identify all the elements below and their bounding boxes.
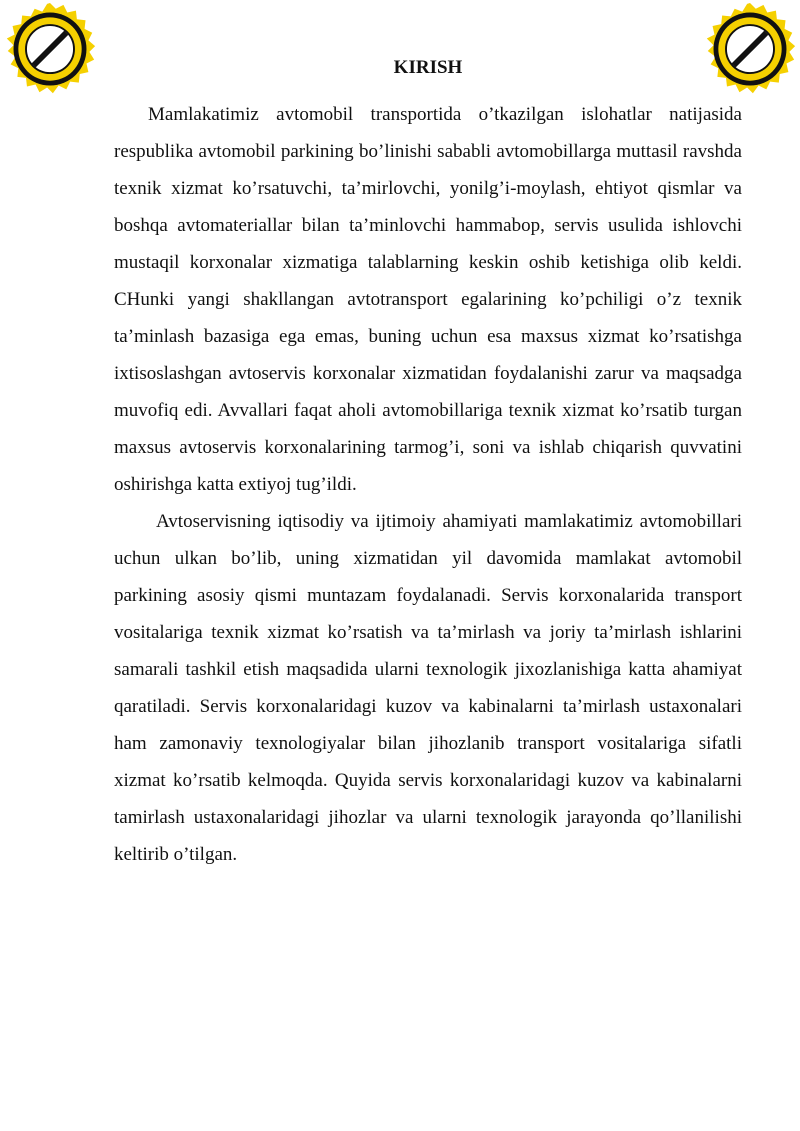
download-stamp-right-icon [702,2,798,98]
page-heading: KIRISH [393,57,463,78]
download-stamp-left-icon [2,2,98,98]
paragraph: Avtoservisning iqtisodiy va ijtimoiy ahamiyati mamlakatimiz avtomobillari uchun ulkan bo’lib, uning xizmatidan yil davomida mamlakat avtomobil parkining asosiy qismi muntazam foydalanadi. Servis korxonalarida transport vositalariga texnik xizmat ko’rsatish va ta’mirlash va joriy ta’mirlash ishlarini samarali tashkil etish maqsadida ularni texnologik jixozlanishiga katta ahamiyat qaratiladi. Servis korxonalaridagi kuzov va kabinalarni ta’mirlash ustaxonalari ham zamonaviy texnologiyalar bilan jihozlanib transport vositalariga sifatli xizmat ko’rsatib kelmoqda. Quyida servis korxonalaridagi kuzov va kabinalarni tamirlash ustaxonalaridagi jihozlar va ularni texnologik jarayonda qo’llanilishi keltirib o’tilgan. [114,511,742,865]
document-body [114,96,742,873]
paragraph: Mamlakatimiz avtomobil transportida o’tkazilgan islohatlar natijasida respublika avtomobil parkining bo’linishi sababli avtomobillarga muttasil ravshda texnik xizmat ko’rsatuvchi, ta’mirlovchi, yonilg’i-moylash, ehtiyot qismlar va boshqa avtomateriallar bilan ta’minlovchi hammabop, servis usulida ishlovchi mustaqil korxonalar xizmatiga talablarning keskin oshib ketishiga olib keldi. CHunki yangi shakllangan avtotransport egalarining ko’pchiligi o’z texnik ta’minlash bazasiga ega emas, buning uchun esa maxsus xizmat ko’rsatishga ixtisoslashgan avtoservis korxonalar xizmatidan foydalanishi zarur va maqsadga muvofiq edi. Avvallari faqat aholi avtomobillariga texnik xizmat ko’rsatib turgan maxsus avtoservis korxonalarining tarmog’i, soni va ishlab chiqarish quvvatini oshirishga katta extiyoj tug’ildi. [114,104,742,495]
